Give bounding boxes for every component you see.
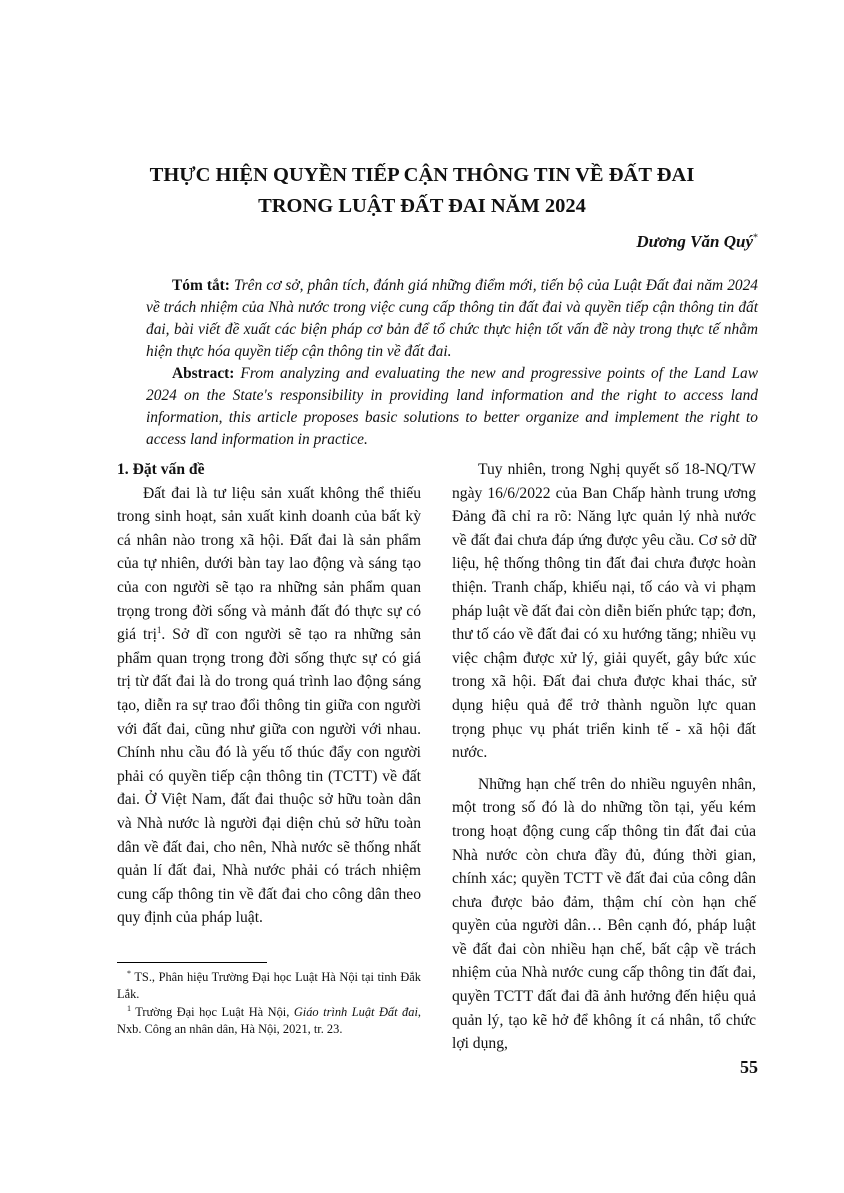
footnote-mark: * [127, 968, 131, 978]
title-line-1: THỰC HIỆN QUYỀN TIẾP CẬN THÔNG TIN VỀ ĐẤT ĐAI [149, 164, 695, 186]
author-name: Dương Văn Quý [636, 232, 753, 251]
author-footnote-mark: * [753, 232, 758, 244]
footnotes [117, 969, 421, 1039]
author [636, 232, 758, 252]
article-title [100, 160, 744, 222]
abstract-vi-label: Tóm tắt: [172, 277, 230, 294]
section-heading: 1. Đặt vấn đề [117, 461, 205, 478]
abstract-vietnamese [146, 275, 758, 363]
paragraph-1-text-a: Đất đai là tư liệu sản xuất không thể thiếu trong sinh hoạt, sản xuất kinh doanh của bất kỳ cá nhân nào trong xã hội. Đất đai là sản phẩm của tự nhiên, dưới bàn tay lao động và sáng tạo của con người sẽ tạo ra những sản phẩm quan trọng trong đời sống và mảnh đất đó thực sự có giá trị [117, 484, 421, 644]
page-number: 55 [740, 1057, 758, 1077]
abstract-en-label: Abstract: [172, 365, 235, 382]
footnote-book-title: Giáo trình Luật Đất đai [293, 1005, 418, 1019]
footnote-author [117, 969, 421, 1002]
abstract-english [146, 363, 758, 451]
footnote-divider [117, 962, 267, 963]
abstract-vi-text: Trên cơ sở, phân tích, đánh giá những điểm mới, tiến bộ của Luật Đất đai năm 2024 về trách nhiệm của Nhà nước trong việc cung cấp thông tin đất đai và quyền tiếp cận thông tin đất đai, bài viết đề xuất các biện pháp cơ bản để tổ chức thực hiện tốt vấn đề này trong thực tế nhằm hiện thực hóa quyền tiếp cận thông tin về đất đai. [146, 277, 758, 360]
footnote-1 [117, 1004, 421, 1037]
body-paragraph-3: Những hạn chế trên do nhiều nguyên nhân, một trong số đó là do những tồn tại, yếu kém trong hoạt động cung cấp thông tin đất đai của Nhà nước còn chưa đầy đủ, đúng thời gian, chính xác; quyền TCTT về đất đai của công dân chưa được bảo đảm, thậm chí còn hạn chế quyền của người dân… Bên cạnh đó, pháp luật về đất đai còn nhiều hạn chế, bất cập về trách nhiệm của Nhà nước cung cấp thông tin đất đai, quyền TCTT đất đai đã ảnh hưởng đến hiệu quả quản lý, tạo kẽ hở để không ít cá nhân, tổ chức lợi dụng, [452, 775, 756, 1053]
footnote-ref-1[interactable]: 1 [156, 624, 162, 635]
column-right [452, 458, 756, 1064]
footnote-mark: 1 [127, 1003, 131, 1013]
body-paragraph-2: Tuy nhiên, trong Nghị quyết số 18-NQ/TW ngày 16/6/2022 của Ban Chấp hành trung ương Đảng đã chỉ ra rõ: Năng lực quản lý nhà nước về đất đai chưa đáp ứng được yêu cầu. Cơ sở dữ liệu, hệ thống thông tin đất đai chưa được hoàn thiện. Tranh chấp, khiếu nại, tố cáo và vi phạm pháp luật về đất đai còn diễn biến phức tạp; đơn, thư tố cáo về đất đai có xu hướng tăng; nhiều vụ việc chậm được xử lý, giải quyết, gây bức xúc trong xã hội. Đất đai chưa được khai thác, sử dụng hiệu quả để trở thành nguồn lực quan trọng phục vụ phát triển kinh tế - xã hội đất nước. [452, 461, 756, 762]
body-paragraph-1 [117, 482, 421, 930]
column-left [117, 458, 421, 938]
footnote-text-tail: , Nxb. Công an nhân dân, Hà Nội, 2021, tr. 23. [117, 1005, 421, 1036]
title-line-2: TRONG LUẬT ĐẤT ĐAI NĂM 2024 [258, 195, 586, 217]
footnote-text: TS., Phân hiệu Trường Đại học Luật Hà Nội tại tỉnh Đắk Lắk. [117, 970, 421, 1001]
abstract-en-text: From analyzing and evaluating the new and progressive points of the Land Law 2024 on the State's responsibility in providing land information and the right to access land information, this article proposes basic solutions to better organize and implement the right to access land information in practice. [146, 365, 758, 448]
paragraph-1-text-b: . Sở dĩ con người sẽ tạo ra những sản phẩm quan trọng trong đời sống thực sự có giá trị từ đất đai là do trong quá trình lao động sáng tạo, diễn ra sự trao đổi thông tin giữa con người với đất đai, cũng như giữa con người với nhau. Chính nhu cầu đó là yếu tố thúc đẩy con người phải có quyền tiếp cận thông tin (TCTT) về đất đai. Ở Việt Nam, đất đai thuộc sở hữu toàn dân và Nhà nước là người đại diện chủ sở hữu toàn dân về đất đai, cho nên, Nhà nước sẽ thống nhất quản lí đất đai, Nhà nước phải có trách nhiệm cung cấp thông tin về đất đai cho công dân theo quy định của pháp luật. [117, 626, 421, 927]
footnote-text: Trường Đại học Luật Hà Nội, [135, 1005, 294, 1019]
